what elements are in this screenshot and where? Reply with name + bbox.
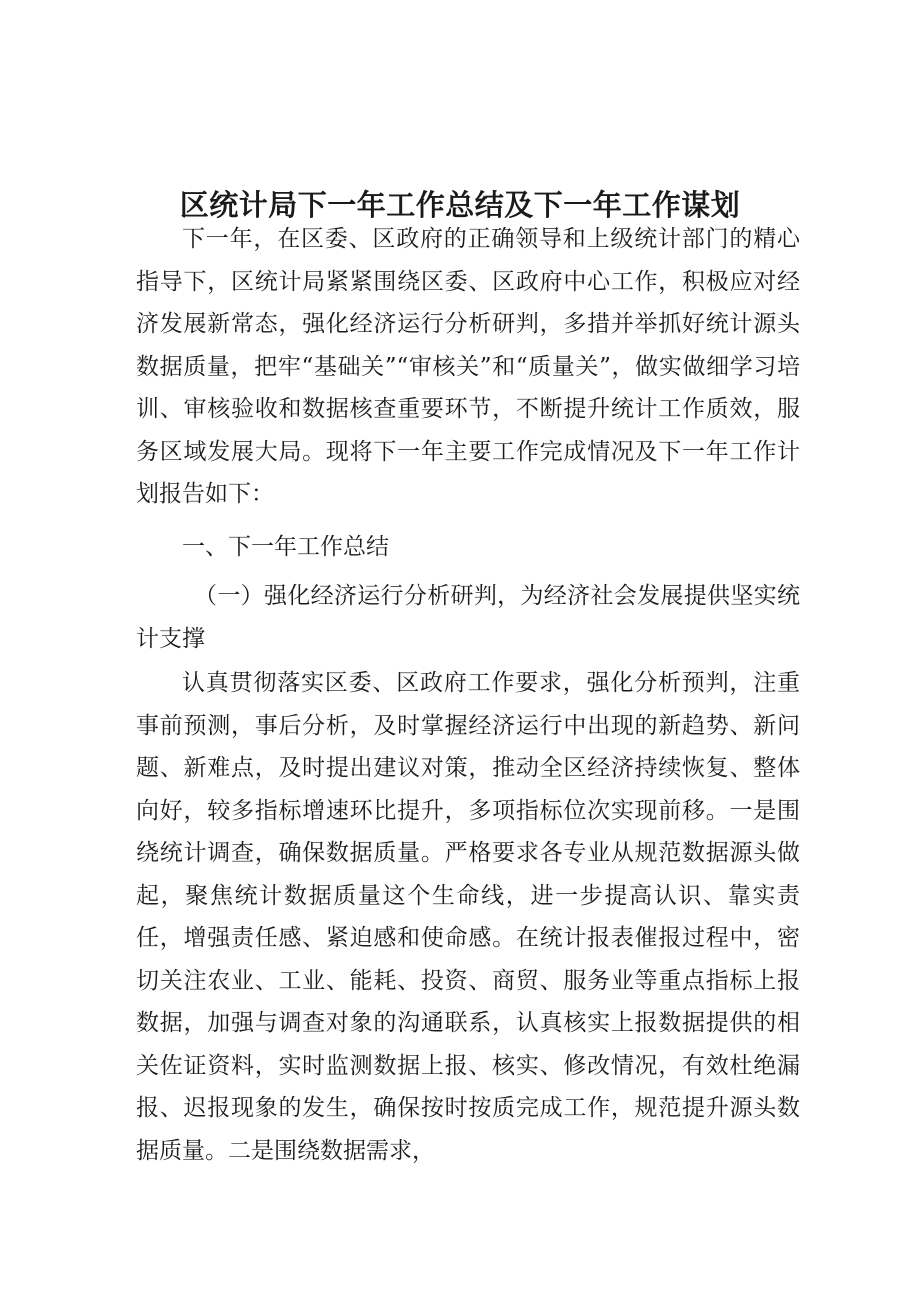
subsection-heading: （一）强化经济运行分析研判，为经济社会发展提供坚实统计支撑	[136, 583, 800, 652]
intro-paragraph: 下一年，在区委、区政府的正确领导和上级统计部门的精心指导下，区统计局紧紧围绕区委、区政府中心工作，积极应对经济发展新常态，强化经济运行分析研判，多措并举抓好统计源头数据质量，把牢“基础关”“审核关”和“质量关”，做实做细学习培训、审核验收和数据核查重要环节，不断提升统计工作质效，服务区域发展大局。现将下一年主要工作完成情况及下一年工作计划报告如下：	[136, 226, 800, 507]
body-paragraph: 认真贯彻落实区委、区政府工作要求，强化分析预判，注重事前预测，事后分析，及时掌握经济运行中出现的新趋势、新问题、新难点，及时提出建议对策，推动全区经济持续恢复、整体向好，较多指标增速环比提升，多项指标位次实现前移。一是围绕统计调查，确保数据质量。严格要求各专业从规范数据源头做起，聚焦统计数据质量这个生命线，进一步提高认识、靠实责任，增强责任感、紧迫感和使命感。在统计报表催报过程中，密切关注农业、工业、能耗、投资、商贸、服务业等重点指标上报数据，加强与调查对象的沟通联系，认真核实上报数据提供的相关佐证资料，实时监测数据上报、核实、修改情况，有效杜绝漏报、迟报现象的发生，确保按时按质完成工作，规范提升源头数据质量。二是围绕数据需求，	[136, 670, 800, 1164]
section-heading: 一、下一年工作总结	[182, 534, 389, 560]
document-title: 区统计局下一年工作总结及下一年工作谋划	[179, 188, 741, 223]
